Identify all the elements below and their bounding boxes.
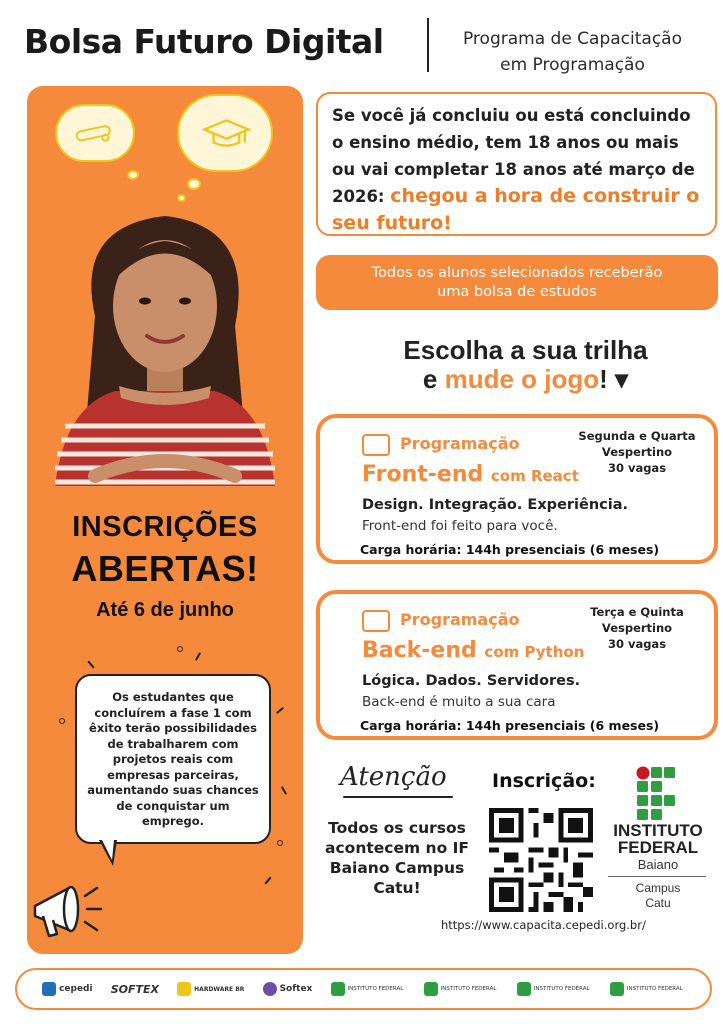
course-description: Back-end é muito a sua cara bbox=[362, 694, 556, 710]
cepedi-icon bbox=[42, 982, 56, 996]
course-name bbox=[362, 462, 579, 487]
institute-campus-line-1: Campus bbox=[635, 881, 681, 895]
subtitle-line-2: em Programação bbox=[500, 55, 645, 75]
course-name-main: Back-end bbox=[362, 638, 477, 663]
if-icon bbox=[517, 982, 531, 996]
course-hours: Carga horária: 144h presenciais (6 meses) bbox=[360, 718, 660, 733]
course-motto: Lógica. Dados. Servidores. bbox=[362, 673, 581, 689]
course-days: Terça e Quinta bbox=[590, 605, 684, 619]
hardware-br-icon bbox=[177, 982, 191, 996]
decor-dot bbox=[177, 646, 183, 652]
qr-code[interactable] bbox=[489, 808, 593, 912]
decor-dash bbox=[276, 707, 284, 714]
banner-line-2: uma bolsa de estudos bbox=[437, 284, 597, 300]
course-tag: Programação bbox=[400, 434, 520, 453]
decor-dot bbox=[277, 840, 283, 846]
course-hours: Carga horária: 144h presenciais (6 meses) bbox=[360, 542, 660, 557]
course-tag: Programação bbox=[400, 610, 520, 629]
choose-line-2-suffix: ! ▾ bbox=[599, 364, 629, 394]
institute-sub: Baiano bbox=[637, 857, 679, 872]
course-name-suffix: com Python bbox=[484, 643, 585, 661]
choose-line-2-highlight: mude o jogo bbox=[444, 364, 600, 394]
course-card-frontend bbox=[316, 414, 718, 564]
graduation-cap-icon bbox=[197, 111, 252, 155]
banner-line-1: Todos os alunos selecionados receberão bbox=[371, 265, 663, 281]
attention-heading: Atenção bbox=[340, 762, 447, 792]
course-seats: 30 vagas bbox=[607, 461, 667, 475]
course-motto: Design. Integração. Experiência. bbox=[362, 497, 629, 513]
page-subtitle bbox=[435, 26, 710, 78]
decor-dash bbox=[195, 652, 201, 661]
student-photo bbox=[35, 186, 295, 486]
registration-open-line-2: ABERTAS! bbox=[71, 548, 259, 589]
choose-line-1: Escolha a sua trilha bbox=[403, 335, 648, 365]
institute-campus bbox=[605, 881, 711, 911]
institute-name bbox=[605, 822, 711, 856]
partner-logo-if-3 bbox=[517, 982, 592, 996]
eligibility-box bbox=[316, 92, 717, 236]
code-brackets-icon bbox=[362, 610, 390, 632]
partner-logo-if-2 bbox=[424, 982, 499, 996]
partner-name: INSTITUTO FEDERAL bbox=[533, 986, 590, 992]
speech-bubble: Os estudantes que concluírem a fase 1 com êxito terão possibilidades de trabalharem com projetos reais com empresas parceiras, aumentando suas chances de conquistar um emprego. bbox=[75, 674, 271, 844]
scholarship-banner bbox=[316, 255, 718, 310]
partner-logo-softex-pe bbox=[111, 983, 159, 996]
course-name-suffix: com React bbox=[490, 467, 579, 485]
course-name-main: Front-end bbox=[362, 462, 484, 487]
diploma-icon bbox=[72, 117, 118, 149]
speech-bubble-tail-fill bbox=[102, 840, 114, 860]
course-card-backend bbox=[316, 590, 718, 740]
subtitle-line-1: Programa de Capacitação bbox=[462, 29, 683, 49]
course-shift: Vespertino bbox=[601, 621, 673, 635]
registration-deadline: Até 6 de junho bbox=[96, 599, 234, 621]
course-days: Segunda e Quarta bbox=[578, 429, 696, 443]
partner-logo-cepedi bbox=[42, 982, 93, 996]
registration-url[interactable]: https://www.capacita.cepedi.org.br/ bbox=[441, 918, 646, 932]
registration-label: Inscrição: bbox=[492, 770, 596, 792]
code-window-icon bbox=[362, 434, 390, 456]
megaphone-icon bbox=[29, 866, 119, 946]
institute-divider bbox=[608, 876, 706, 877]
if-icon bbox=[424, 982, 438, 996]
title-divider bbox=[427, 18, 429, 72]
partners-footer bbox=[15, 968, 712, 1010]
decor-dash bbox=[87, 660, 94, 668]
instituto-federal-logo bbox=[636, 766, 676, 822]
partner-logo-if-4 bbox=[610, 982, 685, 996]
choose-line-2 bbox=[373, 365, 678, 394]
decor-dot bbox=[59, 718, 65, 724]
choose-line-2-prefix: e bbox=[422, 364, 445, 394]
partner-name: Softex bbox=[279, 984, 313, 994]
eligibility-highlight: chegou a hora de construir o seu futuro! bbox=[332, 185, 700, 234]
registration-open-line-1: INSCRIÇÕES bbox=[72, 511, 258, 543]
partner-logo-hardware-br bbox=[177, 982, 244, 996]
partner-name: HARDWARE BR bbox=[194, 985, 245, 993]
eligibility-text: Se você já concluiu ou está concluindo o ensino médio, tem 18 anos ou mais ou vai completar 18 anos até março de 2026: bbox=[332, 106, 695, 206]
course-seats: 30 vagas bbox=[607, 637, 667, 651]
page-title: Bolsa Futuro Digital bbox=[24, 22, 384, 61]
decor-dash bbox=[281, 786, 287, 795]
attention-text: Todos os cursos acontecem no IF Baiano Campus Catu! bbox=[325, 819, 469, 897]
thought-dot bbox=[127, 170, 139, 180]
thought-cloud-cap bbox=[177, 94, 273, 172]
partner-name: INSTITUTO FEDERAL bbox=[626, 986, 683, 992]
choose-track-heading bbox=[373, 336, 678, 394]
course-shift: Vespertino bbox=[601, 445, 673, 459]
partner-name: SOFTEX bbox=[110, 982, 160, 996]
partner-logo-softex bbox=[263, 982, 313, 996]
left-panel bbox=[27, 86, 303, 954]
if-icon bbox=[331, 982, 345, 996]
course-description: Front-end foi feito para você. bbox=[362, 518, 558, 534]
course-schedule bbox=[572, 604, 702, 652]
attention-underline bbox=[343, 796, 453, 798]
partner-name: INSTITUTO FEDERAL bbox=[440, 986, 497, 992]
if-icon bbox=[610, 982, 624, 996]
course-name bbox=[362, 638, 584, 663]
softex-icon bbox=[263, 982, 277, 996]
thought-cloud-diploma bbox=[55, 104, 135, 162]
institute-campus-line-2: Catu bbox=[645, 896, 671, 910]
institute-name-line-2: FEDERAL bbox=[617, 838, 699, 857]
partner-name: INSTITUTO FEDERAL bbox=[347, 986, 404, 992]
partner-logo-if-1 bbox=[331, 982, 406, 996]
institute-name-line-1: INSTITUTO bbox=[613, 821, 703, 840]
course-schedule bbox=[572, 428, 702, 476]
decor-dash bbox=[264, 876, 271, 884]
partner-name: cepedi bbox=[59, 984, 93, 994]
